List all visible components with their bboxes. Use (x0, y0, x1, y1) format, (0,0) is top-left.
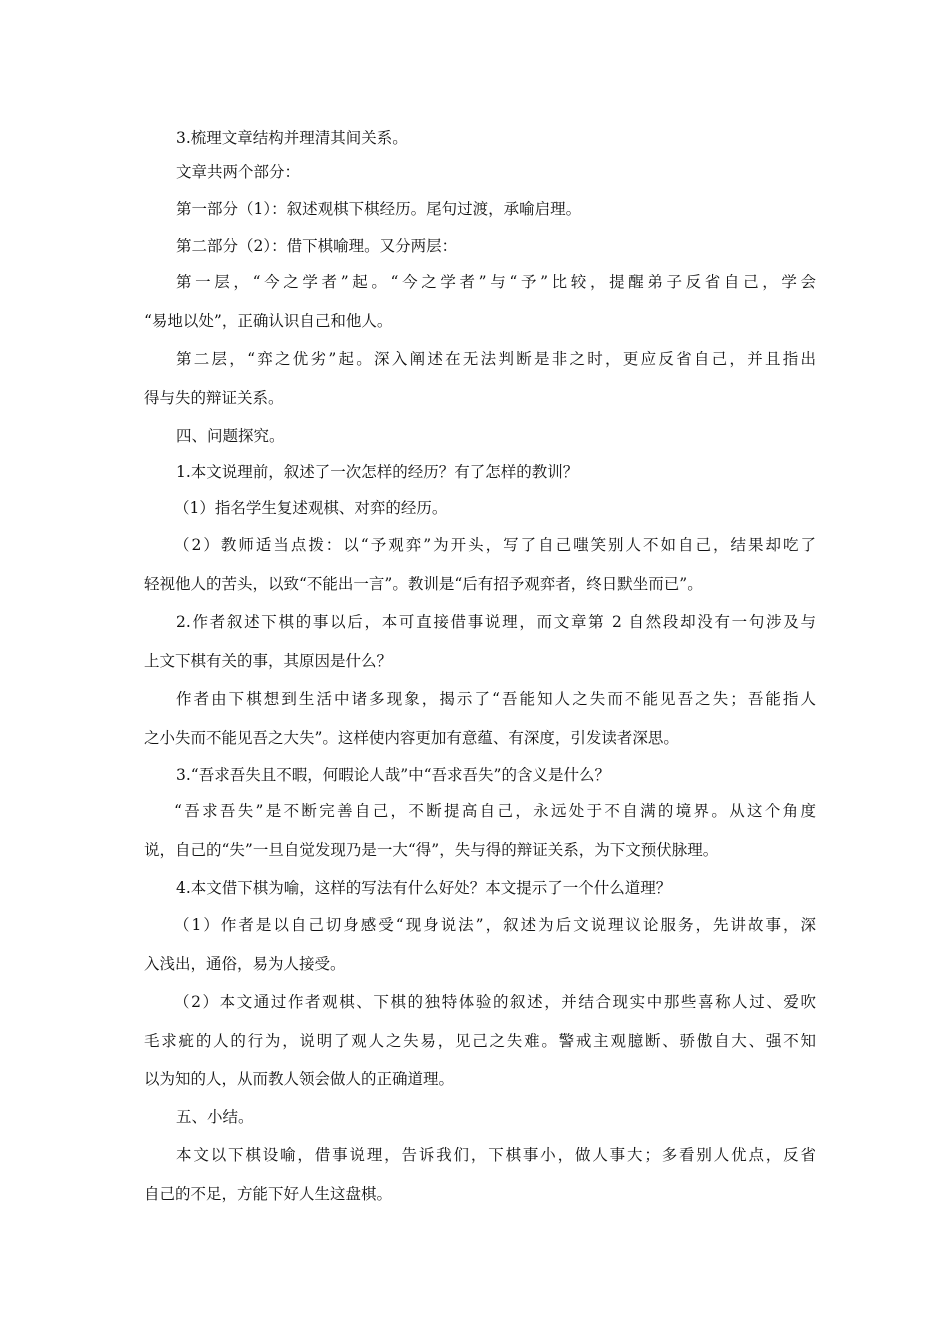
question-four: 4.本文借下棋为喻，这样的写法有什么好处？本文提示了一个什么道理？ (176, 879, 672, 897)
question-four-answer-2-line-1: （2）本文通过作者观棋、下棋的独特体验的叙述，并结合现实中那些喜称人过、爱吹 (174, 993, 816, 1011)
question-two-line-2: 上文下棋有关的事，其原因是什么？ (144, 652, 393, 670)
layer-two-line-2: 得与失的辩证关系。 (144, 389, 284, 407)
question-four-answer-1-line-2: 入浅出，通俗，易为人接受。 (144, 955, 346, 973)
layer-two-line-1: 第二层，“弈之优劣”起。深入阐述在无法判断是非之时，更应反省自己，并且指出 (176, 350, 816, 368)
question-one: 1.本文说理前，叙述了一次怎样的经历？有了怎样的教训？ (176, 463, 579, 481)
part-one: 第一部分（1）：叙述观棋下棋经历。尾句过渡，承喻启理。 (176, 200, 582, 218)
section-five-heading: 五、小结。 (176, 1108, 254, 1126)
layer-one-line-1: 第一层，“今之学者”起。“今之学者”与“予”比较，提醒弟子反省自己，学会 (176, 273, 816, 291)
question-three-answer-line-2: 说，自己的“失”一旦自觉发现乃是一大“得”，失与得的辩证关系，为下文预伏脉理。 (144, 841, 719, 859)
structure-heading: 3.梳理文章结构并理清其间关系。 (176, 129, 408, 147)
section-four-heading: 四、问题探究。 (176, 427, 285, 445)
summary-line-2: 自己的不足，方能下好人生这盘棋。 (144, 1185, 393, 1203)
question-one-answer-2-line-1: （2）教师适当点拨：以“予观弈”为开头，写了自己嗤笑别人不如自己，结果却吃了 (174, 536, 816, 554)
question-four-answer-1-line-1: （1）作者是以自己切身感受“现身说法”，叙述为后文说理议论服务，先讲故事，深 (174, 916, 816, 934)
question-one-answer-1: （1）指名学生复述观棋、对弈的经历。 (174, 499, 448, 517)
question-three: 3.“吾求吾失且不暇，何暇论人哉”中“吾求吾失”的含义是什么？ (176, 766, 610, 784)
question-two-answer-line-2: 之小失而不能见吾之大失”。这样使内容更加有意蕴、有深度，引发读者深思。 (144, 729, 679, 747)
layer-one-line-2: “易地以处”，正确认识自己和他人。 (144, 312, 393, 330)
question-one-answer-2-line-2: 轻视他人的苦头，以致“不能出一言”。教训是“后有招予观弈者，终日默坐而已”。 (144, 575, 703, 593)
part-two: 第二部分（2）：借下棋喻理。又分两层： (176, 237, 458, 255)
question-two-answer-line-1: 作者由下棋想到生活中诸多现象，揭示了“吾能知人之失而不能见吾之失；吾能指人 (176, 690, 816, 708)
question-three-answer-line-1: “吾求吾失”是不断完善自己，不断提高自己，永远处于不自满的境界。从这个角度 (174, 802, 816, 820)
question-four-answer-2-line-2: 毛求疵的人的行为，说明了观人之失易，见己之失难。警戒主观臆断、骄傲自大、强不知 (144, 1032, 816, 1050)
summary-line-1: 本文以下棋设喻，借事说理，告诉我们，下棋事小，做人事大；多看别人优点，反省 (176, 1146, 816, 1164)
question-four-answer-2-line-3: 以为知的人，从而教人领会做人的正确道理。 (144, 1070, 455, 1088)
question-two-line-1: 2.作者叙述下棋的事以后，本可直接借事说理，而文章第 2 自然段却没有一句涉及与 (176, 613, 816, 631)
structure-intro: 文章共两个部分： (176, 163, 301, 181)
